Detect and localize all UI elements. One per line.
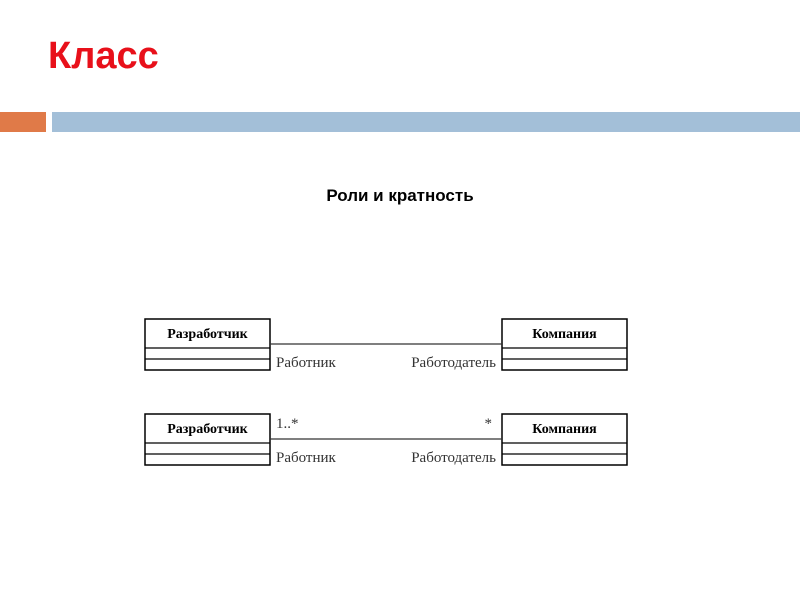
role-label-employer: Работодатель (411, 450, 496, 466)
slide-subtitle: Роли и кратность (326, 186, 474, 205)
class-box-company (502, 414, 627, 465)
class-name-developer: Разработчик (167, 422, 248, 437)
multiplicity-right: * (484, 416, 492, 432)
multiplicity-left: 1..* (276, 416, 299, 432)
class-name-developer: Разработчик (167, 327, 248, 342)
slide-title: Класс (48, 35, 159, 77)
class-name-company: Компания (532, 327, 597, 342)
role-label-employee: Работник (276, 450, 336, 466)
association-multiplicity (145, 414, 627, 466)
association-roles (145, 319, 627, 371)
class-box-company (502, 319, 627, 370)
role-label-employee: Работник (276, 355, 336, 371)
role-label-employer: Работодатель (411, 355, 496, 371)
class-name-company: Компания (532, 422, 597, 437)
class-box-developer (145, 319, 270, 370)
class-box-developer (145, 414, 270, 465)
